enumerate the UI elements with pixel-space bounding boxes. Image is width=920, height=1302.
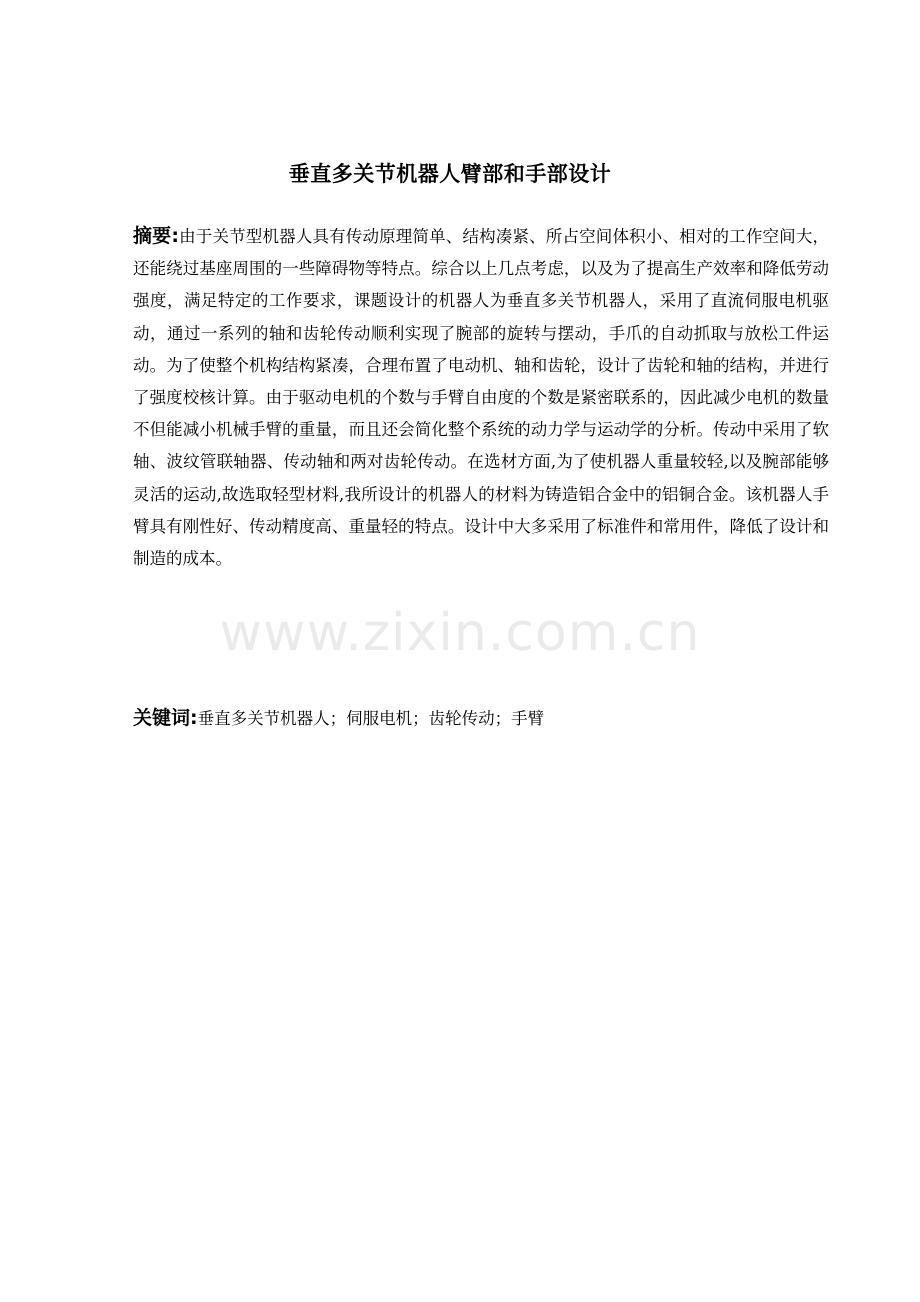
- watermark: www.zixin.com.cn: [219, 603, 701, 663]
- document-title: 垂直多关节机器人臂部和手部设计: [288, 162, 612, 186]
- keywords-text: 垂直多关节机器人；伺服电机；齿轮传动；手臂: [197, 709, 545, 728]
- keywords-label: 关键词:: [133, 707, 198, 729]
- abstract-paragraph: [133, 220, 829, 575]
- keywords-paragraph: [133, 703, 829, 734]
- abstract-text: 由于关节型机器人具有传动原理简单、结构凑紧、所占空间体积小、相对的工作空间大，还能绕过基座周围的一些障碍物等特点。综合以上几点考虑，以及为了提高生产效率和降低劳动强度，满足特定的工作要求，课题设计的机器人为垂直多关节机器人，采用了直流伺服电机驱动，通过一系列的轴和齿轮传动顺利实现了腕部的旋转与摆动，手爪的自动抓取与放松工件运动。为了使整个机构结构紧凑，合理布置了电动机、轴和齿轮，设计了齿轮和轴的结构，并进行了强度校核计算。由于驱动电机的个数与手臂自由度的个数是紧密联系的，因此减少电机的数量不但能减小机械手臂的重量，而且还会简化整个系统的动力学与运动学的分析。传动中采用了软轴、波纹管联轴器、传动轴和两对齿轮传动。在选材方面,为了使机器人重量较轻,以及腕部能够灵活的运动,故选取轻型材料,我所设计的机器人的材料为铸造铝合金中的铝铜合金。该机器人手臂具有刚性好、传动精度高、重量轻的特点。设计中大多采用了标准件和常用件，降低了设计和制造的成本。: [133, 227, 829, 569]
- abstract-label: 摘要:: [133, 225, 179, 247]
